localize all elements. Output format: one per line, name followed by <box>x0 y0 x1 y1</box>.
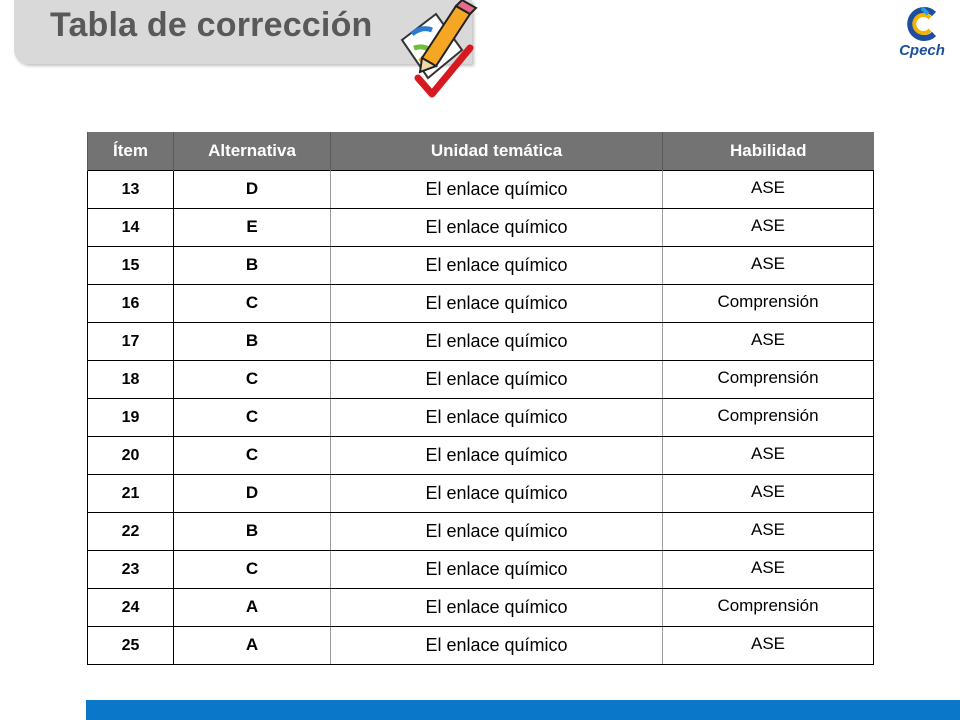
cell-alternative: C <box>174 551 331 589</box>
cell-item: 25 <box>88 627 174 665</box>
cell-skill: ASE <box>663 247 874 285</box>
cell-item: 14 <box>88 209 174 247</box>
table-row <box>88 285 874 323</box>
cell-skill: Comprensión <box>663 399 874 437</box>
cell-unit: El enlace químico <box>331 285 663 323</box>
cell-item: 22 <box>88 513 174 551</box>
table-row <box>88 437 874 475</box>
cell-skill: ASE <box>663 475 874 513</box>
cpech-logo-icon <box>892 4 952 44</box>
cell-skill: Comprensión <box>663 589 874 627</box>
cell-item: 24 <box>88 589 174 627</box>
cell-unit: El enlace químico <box>331 551 663 589</box>
cell-item: 20 <box>88 437 174 475</box>
pencil-checkmark-icon <box>396 0 480 104</box>
cell-unit: El enlace químico <box>331 437 663 475</box>
footer-bar <box>86 700 960 720</box>
correction-table <box>87 132 874 665</box>
cell-unit: El enlace químico <box>331 171 663 209</box>
table-row <box>88 323 874 361</box>
cell-unit: El enlace químico <box>331 323 663 361</box>
cell-skill: ASE <box>663 627 874 665</box>
cell-item: 13 <box>88 171 174 209</box>
cell-alternative: E <box>174 209 331 247</box>
cell-alternative: C <box>174 361 331 399</box>
cell-skill: Comprensión <box>663 285 874 323</box>
cell-alternative: D <box>174 475 331 513</box>
cell-skill: ASE <box>663 513 874 551</box>
cell-alternative: D <box>174 171 331 209</box>
table-header <box>88 132 874 171</box>
cell-alternative: C <box>174 437 331 475</box>
cell-skill: ASE <box>663 171 874 209</box>
logo-text: Cpech <box>899 42 945 59</box>
cell-alternative: A <box>174 627 331 665</box>
cell-item: 18 <box>88 361 174 399</box>
table-row <box>88 589 874 627</box>
cell-item: 16 <box>88 285 174 323</box>
cell-skill: ASE <box>663 323 874 361</box>
cell-skill: ASE <box>663 551 874 589</box>
table-row <box>88 399 874 437</box>
cell-item: 17 <box>88 323 174 361</box>
cell-item: 15 <box>88 247 174 285</box>
header-alternative: Alternativa <box>174 132 331 171</box>
cell-alternative: C <box>174 399 331 437</box>
cell-skill: Comprensión <box>663 361 874 399</box>
table-row <box>88 361 874 399</box>
table-row <box>88 627 874 665</box>
header-unit: Unidad temática <box>331 132 663 171</box>
cell-skill: ASE <box>663 437 874 475</box>
cell-unit: El enlace químico <box>331 513 663 551</box>
page-title: Tabla de corrección <box>50 6 373 44</box>
table-row <box>88 247 874 285</box>
header-skill: Habilidad <box>663 132 874 171</box>
cell-alternative: B <box>174 247 331 285</box>
cell-alternative: C <box>174 285 331 323</box>
cell-alternative: A <box>174 589 331 627</box>
header-item: Ítem <box>88 132 174 171</box>
cell-unit: El enlace químico <box>331 209 663 247</box>
cell-skill: ASE <box>663 209 874 247</box>
table-row <box>88 171 874 209</box>
cell-item: 19 <box>88 399 174 437</box>
cell-unit: El enlace químico <box>331 361 663 399</box>
table-row <box>88 513 874 551</box>
cell-alternative: B <box>174 323 331 361</box>
cell-unit: El enlace químico <box>331 247 663 285</box>
cell-item: 23 <box>88 551 174 589</box>
cell-unit: El enlace químico <box>331 627 663 665</box>
table-row <box>88 551 874 589</box>
cpech-logo <box>892 4 952 68</box>
cell-unit: El enlace químico <box>331 399 663 437</box>
table-row <box>88 475 874 513</box>
table-row <box>88 209 874 247</box>
cell-alternative: B <box>174 513 331 551</box>
cell-unit: El enlace químico <box>331 475 663 513</box>
cell-item: 21 <box>88 475 174 513</box>
cell-unit: El enlace químico <box>331 589 663 627</box>
